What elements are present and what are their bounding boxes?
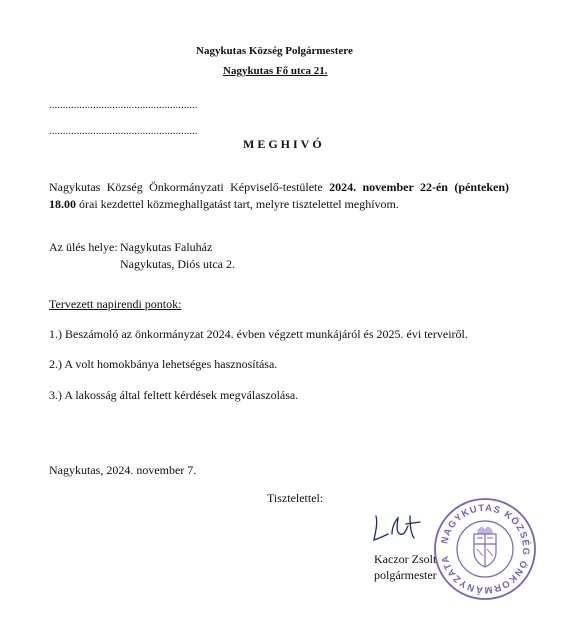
- invitation-paragraph: [49, 179, 509, 213]
- org-address: Nagykutas Fő utca 21.: [223, 65, 328, 77]
- official-stamp: [432, 496, 538, 602]
- intro-text-2: órai kezdettel közmeghallgatást tart, melyre tisztelettel meghívom.: [76, 197, 399, 211]
- stamp-text: NAGYKUTAS KÖZSÉG ÖNKORMÁNYZATA: [439, 502, 532, 596]
- venue-label: Az ülés helye:: [49, 240, 118, 254]
- venue-address: Nagykutas, Diós utca 2.: [120, 257, 235, 271]
- recipient-line-1: ......................................................: [49, 99, 198, 111]
- handwritten-signature: [370, 510, 432, 546]
- agenda-item-3: 3.) A lakosság által feltett kérdések megválaszolása.: [49, 388, 299, 402]
- agenda-heading: Tervezett napirendi pontok:: [49, 297, 182, 311]
- coat-of-arms-icon: [474, 527, 496, 567]
- signatory-role: polgármester: [374, 568, 437, 582]
- recipient-line-2: ......................................................: [49, 125, 198, 137]
- place-and-date: Nagykutas, 2024. november 7.: [49, 463, 197, 477]
- venue-name: Nagykutas Faluház: [120, 240, 213, 254]
- signatory-name: Kaczor Zsolt: [374, 552, 437, 566]
- closing-text: Tisztelettel:: [267, 491, 324, 505]
- meeting-date-time: 2024. november 22-én (pénteken) 18.00: [49, 180, 510, 211]
- document-title: MEGHIVÓ: [243, 137, 325, 151]
- intro-text-1: Nagykutas Község Önkormányzati Képviselő-testülete: [49, 180, 330, 194]
- agenda-item-1: 1.) Beszámoló az önkormányzat 2024. évben végzett munkájáról és 2025. évi terveiről.: [49, 327, 468, 341]
- org-name: Nagykutas Község Polgármestere: [196, 45, 353, 57]
- agenda-item-2: 2.) A volt homokbánya lehetséges hasznosítása.: [49, 357, 278, 371]
